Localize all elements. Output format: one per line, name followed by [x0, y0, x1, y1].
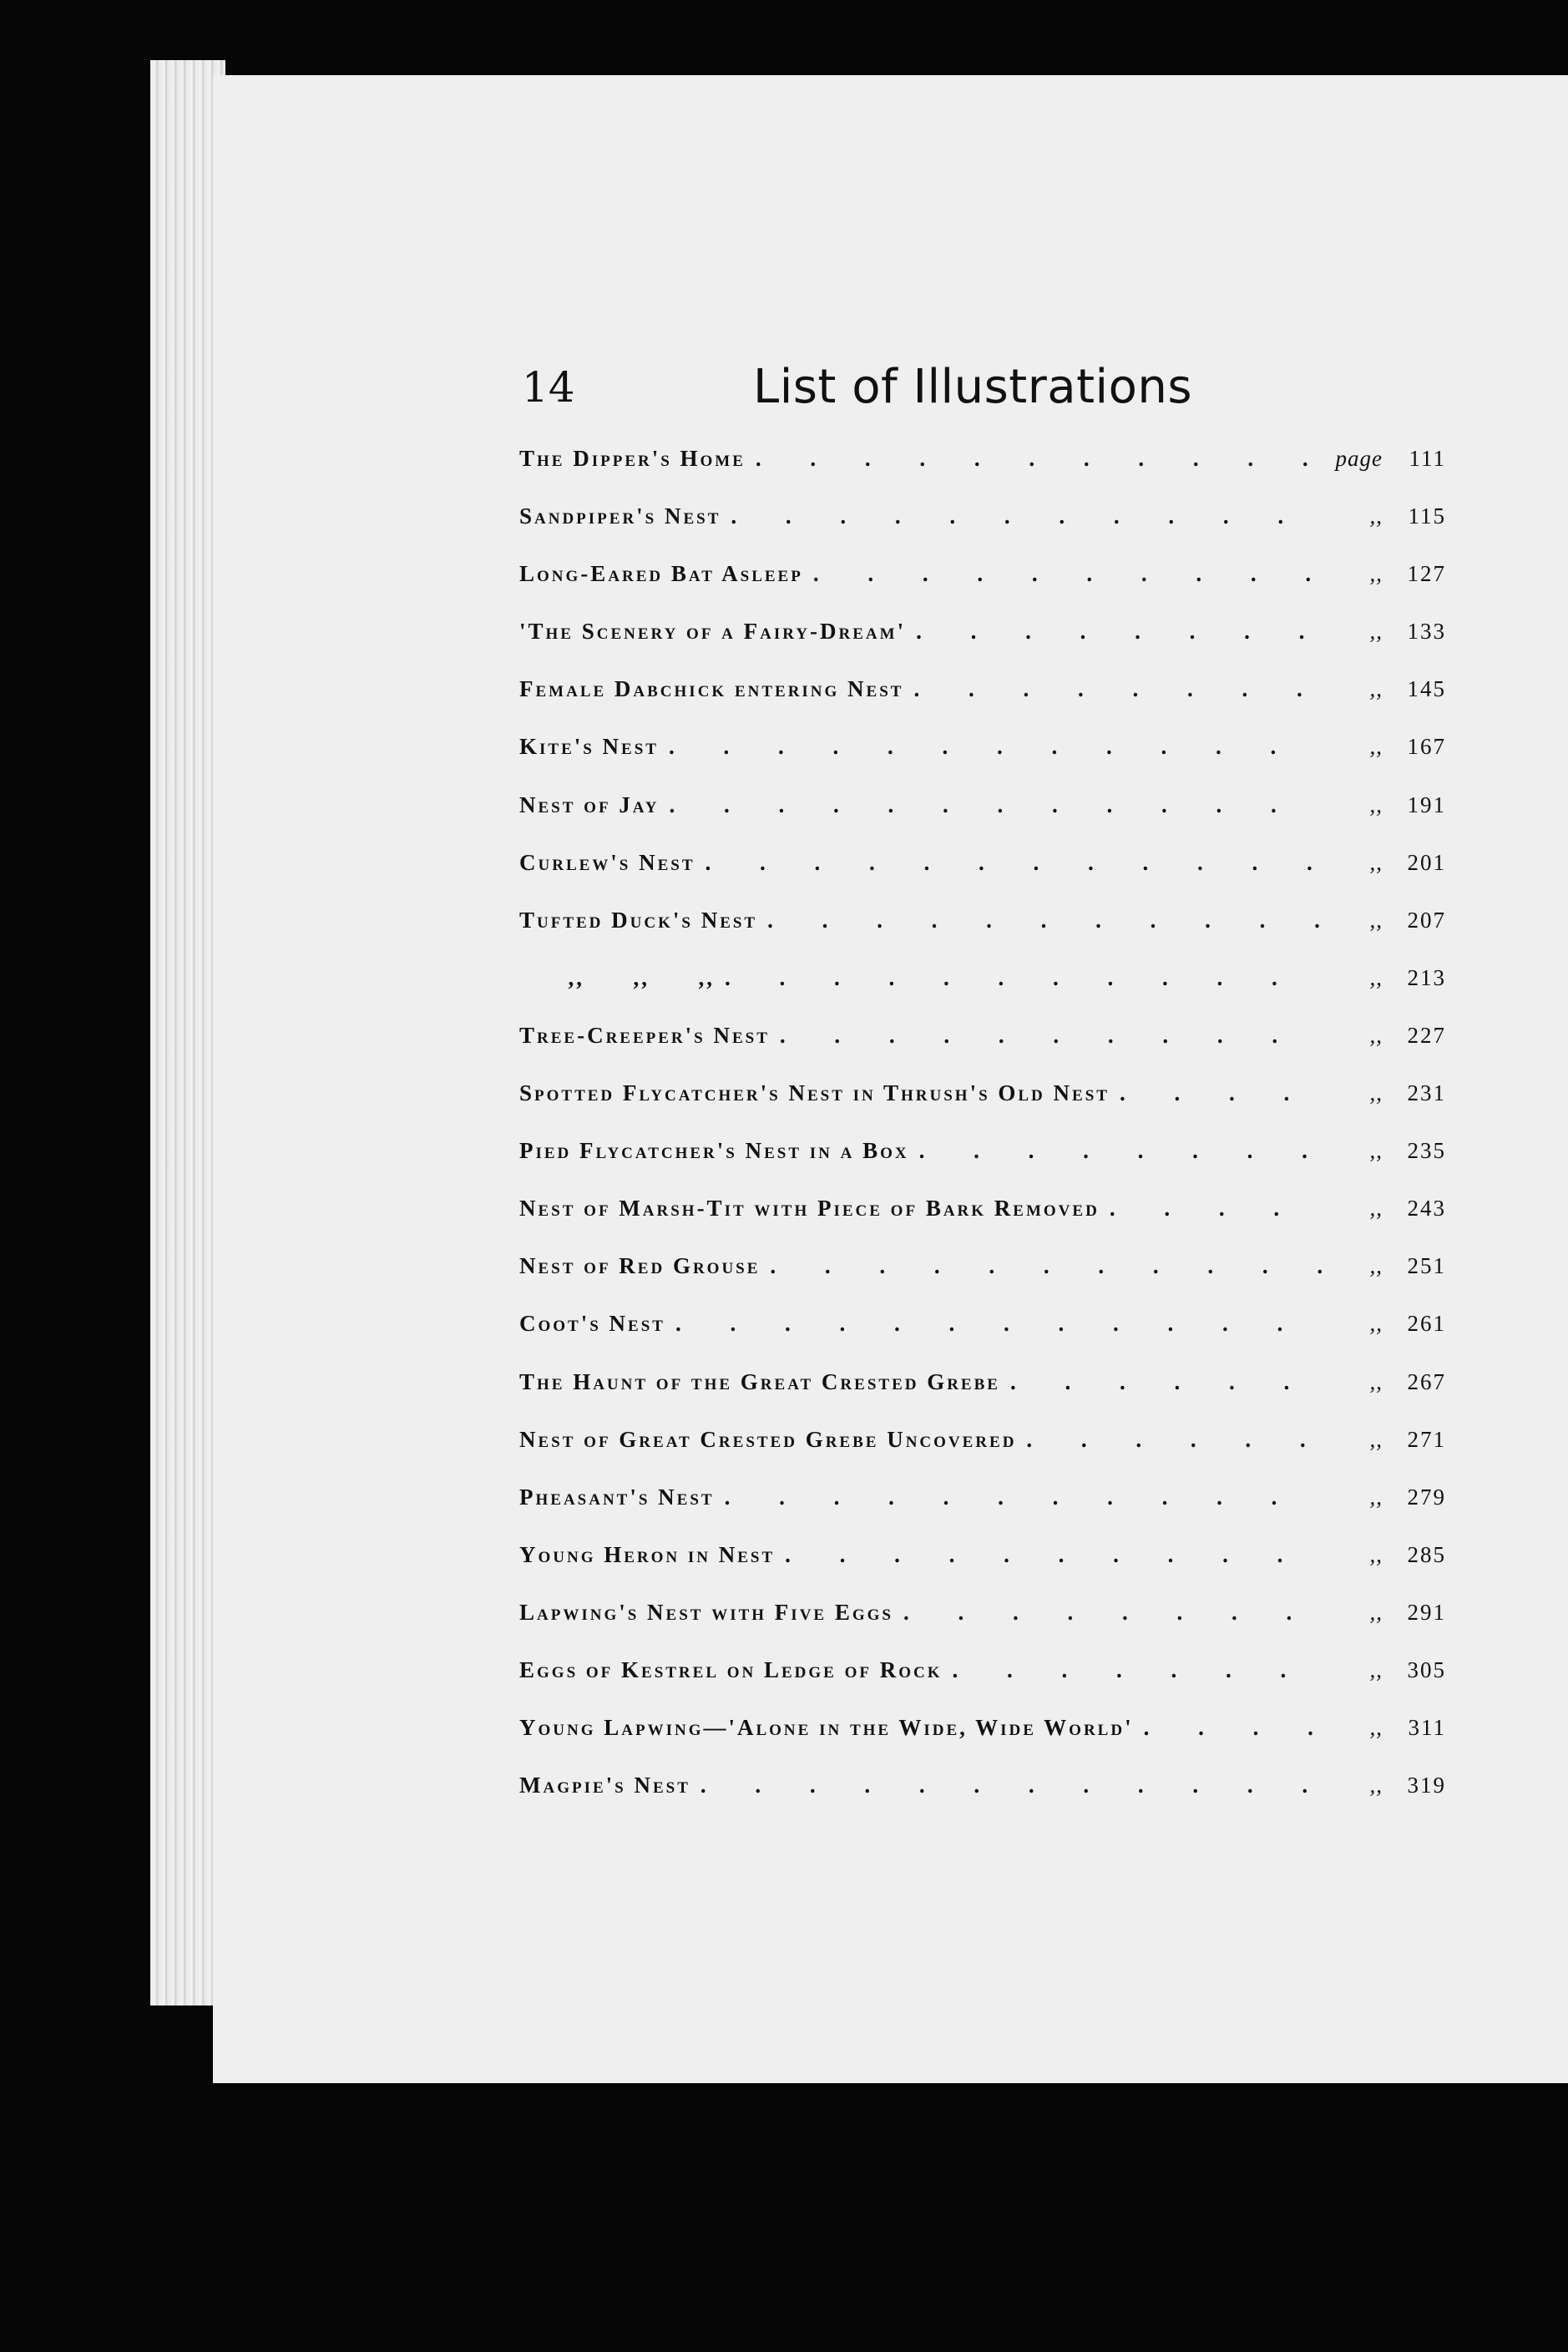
list-item: [519, 503, 1446, 561]
list-item: [519, 1196, 1446, 1253]
dot-leader: [660, 792, 1325, 818]
illustration-title: The Haunt of the Great Crested Grebe: [519, 1368, 1000, 1394]
illustration-page-number: 285: [1407, 1541, 1446, 1567]
list-item: [519, 1600, 1446, 1657]
page-prefix: ,,: [1369, 1599, 1383, 1625]
page-prefix: ,,: [1369, 503, 1383, 529]
page-prefix: ,,: [1369, 1715, 1383, 1741]
dot-leader: [903, 676, 1324, 702]
list-item: [519, 792, 1446, 850]
illustration-title: Eggs of Kestrel on Ledge of Rock: [519, 1657, 943, 1682]
illustration-page-number: 227: [1407, 1022, 1446, 1048]
list-item: [519, 908, 1446, 965]
dot-leader: [803, 561, 1324, 587]
illustration-page-number: 231: [1407, 1080, 1446, 1106]
illustration-page-number: 115: [1408, 503, 1446, 529]
list-item: [519, 561, 1446, 619]
illustration-title: Sandpiper's Nest: [519, 503, 721, 529]
list-item: [519, 1485, 1446, 1542]
illustration-title: The Dipper's Home: [519, 446, 746, 471]
dot-leader: [757, 908, 1324, 933]
list-item: [519, 676, 1446, 734]
page-prefix: ,,: [1369, 849, 1383, 875]
illustration-title: Lapwing's Nest with Five Eggs: [519, 1599, 893, 1625]
list-item: [519, 734, 1446, 792]
list-item: [519, 1023, 1446, 1080]
page-prefix: ,,: [1369, 1541, 1383, 1567]
list-item: [519, 850, 1446, 908]
illustration-title: Young Lapwing—'Alone in the Wide, Wide World': [519, 1715, 1134, 1741]
page-prefix: ,,: [1369, 907, 1383, 933]
list-item: [519, 1138, 1446, 1196]
page-prefix: ,,: [1369, 1484, 1383, 1510]
page-prefix: ,,: [1369, 1022, 1383, 1048]
list-item: [519, 1773, 1446, 1830]
page-prefix: ,,: [1369, 1773, 1383, 1798]
page-title: List of Illustrations: [753, 360, 1193, 414]
page-prefix: ,,: [1369, 1080, 1383, 1106]
illustration-title: Tree-Creeper's Nest: [519, 1022, 770, 1048]
illustration-title: Coot's Nest: [519, 1311, 665, 1337]
illustration-title: ,, ,, ,,: [519, 964, 715, 990]
illustration-title: Spotted Flycatcher's Nest in Thrush's Old Nest: [519, 1080, 1110, 1106]
illustration-page-number: 319: [1407, 1773, 1446, 1798]
illustration-page-number: 133: [1407, 619, 1446, 645]
list-item: [519, 1311, 1446, 1368]
dot-leader: [721, 503, 1324, 529]
page-prefix: ,,: [1369, 1657, 1383, 1682]
page-prefix: ,,: [1369, 676, 1383, 702]
dot-leader: [893, 1600, 1324, 1626]
list-item: [519, 965, 1446, 1023]
illustration-title: Nest of Marsh-Tit with Piece of Bark Removed: [519, 1196, 1100, 1222]
page-prefix: ,,: [1369, 561, 1383, 587]
dot-leader: [1000, 1369, 1324, 1395]
illustration-page-number: 261: [1407, 1311, 1446, 1337]
illustration-page-number: 267: [1407, 1368, 1446, 1394]
illustration-title: Kite's Nest: [519, 734, 659, 760]
illustration-title: Young Heron in Nest: [519, 1541, 776, 1567]
page-prefix: ,,: [1369, 792, 1383, 817]
page-prefix: ,,: [1369, 1196, 1383, 1222]
page-prefix: ,,: [1369, 1311, 1383, 1337]
dot-leader: [760, 1253, 1324, 1279]
illustration-page-number: 145: [1407, 676, 1446, 702]
page-prefix: ,,: [1369, 1138, 1383, 1164]
illustration-title: Pheasant's Nest: [519, 1484, 715, 1510]
illustrations-list: [519, 446, 1446, 1830]
list-item: [519, 1080, 1446, 1138]
illustration-title: Nest of Jay: [519, 792, 660, 817]
list-item: [519, 1369, 1446, 1427]
list-item: [519, 1657, 1446, 1715]
illustration-title: Magpie's Nest: [519, 1773, 690, 1798]
illustration-page-number: 201: [1407, 849, 1446, 875]
illustration-title: Long-Eared Bat Asleep: [519, 561, 803, 587]
illustration-title: Female Dabchick entering Nest: [519, 676, 904, 702]
illustration-page-number: 243: [1407, 1196, 1446, 1222]
illustration-page-number: 207: [1407, 907, 1446, 933]
illustration-page-number: 167: [1407, 734, 1446, 760]
page-header: [522, 354, 1273, 421]
illustration-page-number: 111: [1409, 446, 1446, 471]
dot-leader: [690, 1773, 1324, 1798]
list-item: [519, 1715, 1446, 1773]
dot-leader: [659, 734, 1324, 760]
dot-leader: [715, 1485, 1324, 1510]
page-prefix: ,,: [1369, 1426, 1383, 1452]
dot-leader: [1016, 1427, 1324, 1453]
illustration-page-number: 127: [1407, 561, 1446, 587]
dot-leader: [695, 850, 1324, 876]
illustration-page-number: 271: [1407, 1426, 1446, 1452]
page-prefix: page: [1335, 446, 1383, 471]
dot-leader: [906, 619, 1324, 645]
illustration-page-number: 251: [1407, 1253, 1446, 1279]
illustration-page-number: 213: [1407, 964, 1446, 990]
dot-leader: [1134, 1715, 1324, 1741]
page-prefix: ,,: [1369, 734, 1383, 760]
page-number: 14: [522, 363, 575, 412]
page-prefix: ,,: [1369, 1368, 1383, 1394]
dot-leader: [715, 965, 1324, 991]
illustration-page-number: 311: [1408, 1715, 1446, 1741]
dot-leader: [770, 1023, 1324, 1049]
illustration-title: Nest of Great Crested Grebe Uncovered: [519, 1426, 1017, 1452]
illustration-page-number: 235: [1407, 1138, 1446, 1164]
illustration-page-number: 191: [1407, 792, 1446, 817]
illustration-title: Tufted Duck's Nest: [519, 907, 758, 933]
illustration-title: Nest of Red Grouse: [519, 1253, 761, 1279]
dot-leader: [665, 1311, 1324, 1337]
dot-leader: [775, 1542, 1324, 1568]
dot-leader: [909, 1138, 1324, 1164]
dot-leader: [943, 1657, 1324, 1683]
list-item: [519, 446, 1446, 503]
dot-leader: [1100, 1196, 1324, 1222]
list-item: [519, 1542, 1446, 1600]
illustration-title: Pied Flycatcher's Nest in a Box: [519, 1138, 909, 1164]
page-prefix: ,,: [1369, 619, 1383, 645]
illustration-title: Curlew's Nest: [519, 849, 695, 875]
illustration-title: 'The Scenery of a Fairy-Dream': [519, 619, 907, 645]
page-prefix: ,,: [1369, 964, 1383, 990]
illustration-page-number: 291: [1407, 1599, 1446, 1625]
list-item: [519, 1427, 1446, 1485]
page-prefix: ,,: [1369, 1253, 1383, 1279]
dot-leader: [1110, 1080, 1324, 1106]
list-item: [519, 619, 1446, 676]
dot-leader: [746, 446, 1324, 472]
illustration-page-number: 279: [1407, 1484, 1446, 1510]
illustration-page-number: 305: [1407, 1657, 1446, 1682]
list-item: [519, 1253, 1446, 1311]
